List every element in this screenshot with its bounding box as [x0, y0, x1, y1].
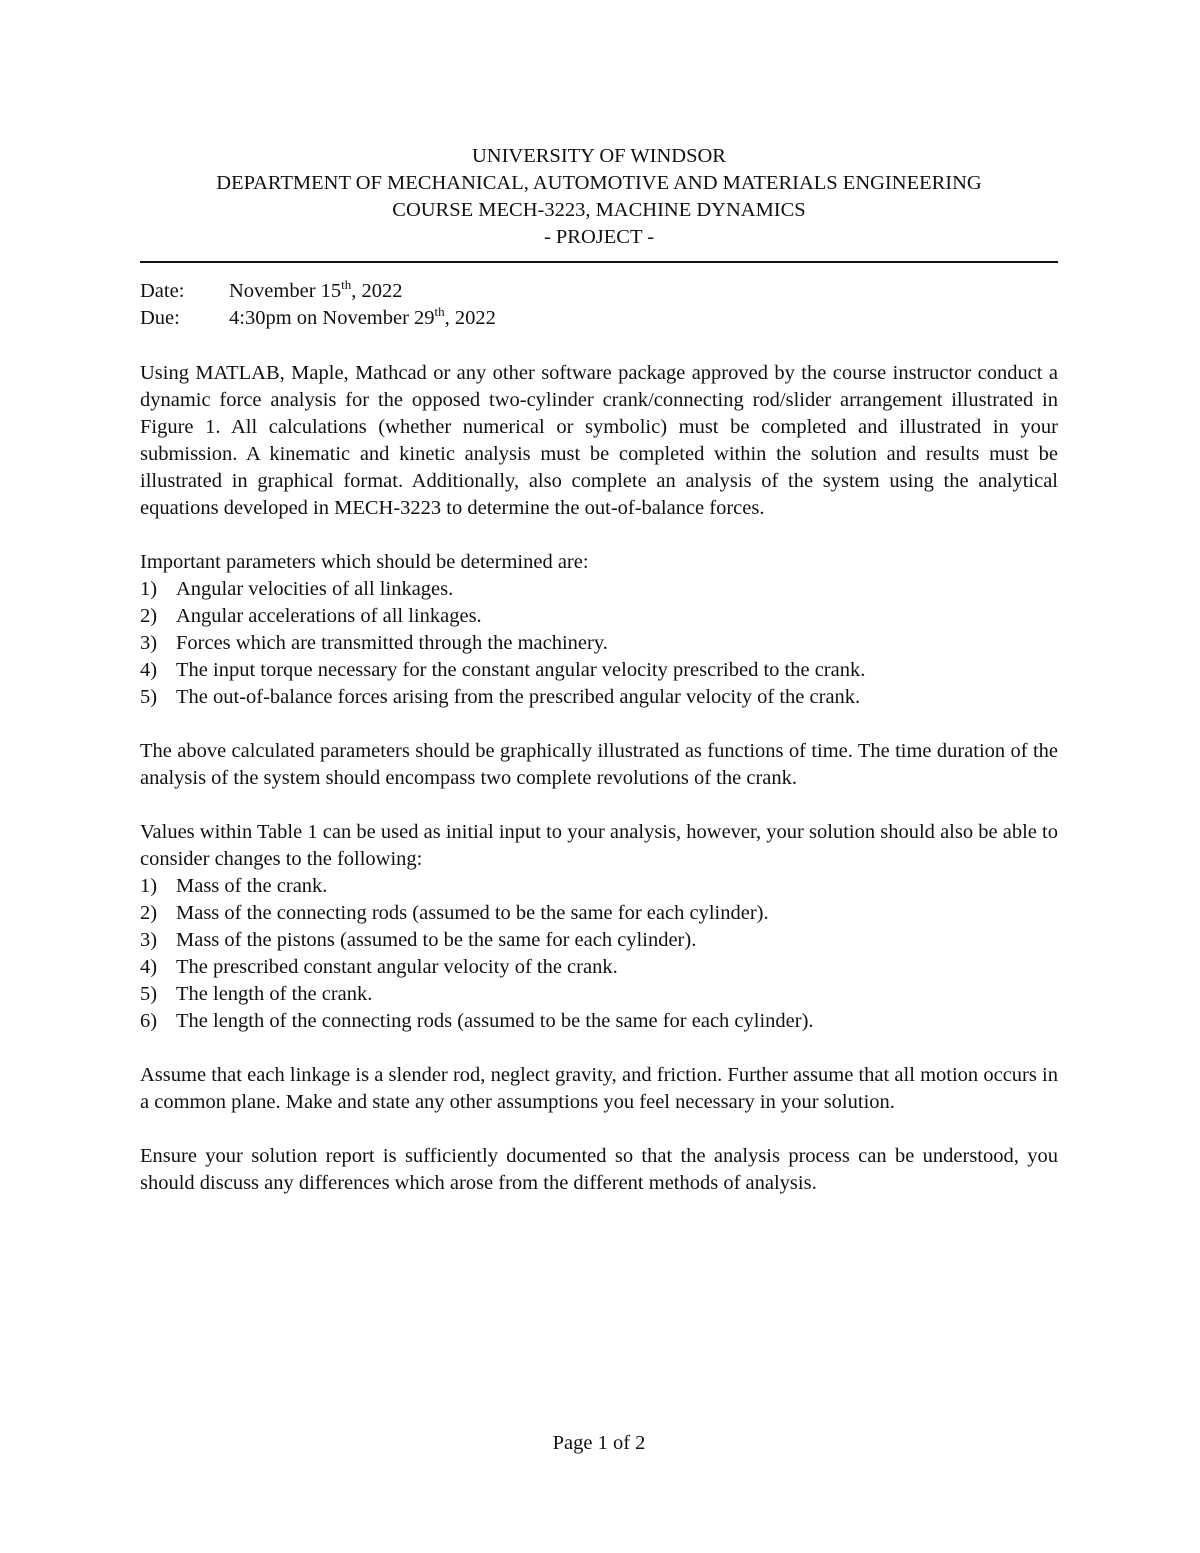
date-value — [229, 278, 403, 305]
list-item — [140, 873, 1058, 900]
graph-note-paragraph: The above calculated parameters should be graphically illustrated as functions of time. The time duration of the analysis of the system should encompass two complete revolutions of the crank. — [140, 740, 1058, 789]
list-item — [140, 603, 1058, 630]
intro-paragraph: Using MATLAB, Maple, Mathcad or any other software package approved by the course instructor conduct a dynamic force analysis for the opposed two-cylinder crank/connecting rod/slider arrangement illustrated in Figure 1. All calculations (whether numerical or symbolic) must be completed and illustrated in your submission. A kinematic and kinetic analysis must be completed within the solution and results must be illustrated in graphical format. Additionally, also complete an analysis of the system using the analytical equations developed in MECH-3223 to determine the out-of-balance forces. — [140, 362, 1058, 519]
list-item-number: 1) — [140, 875, 158, 897]
course-title: COURSE MECH-3223, MACHINE DYNAMICS — [392, 199, 806, 221]
documentation-paragraph: Ensure your solution report is sufficiently documented so that the analysis process can be understood, you should discuss any differences which arose from the different methods of analysis. — [140, 1145, 1058, 1194]
page-number: Page 1 of 2 — [552, 1432, 646, 1454]
department-name: DEPARTMENT OF MECHANICAL, AUTOMOTIVE AND MATERIALS ENGINEERING — [216, 172, 982, 194]
header-divider — [140, 261, 1058, 263]
list-item — [140, 981, 1058, 1008]
due-ordinal: th — [434, 304, 445, 320]
list-item-number: 3) — [140, 632, 158, 654]
due-label: Due: — [140, 307, 180, 329]
list-item-number: 4) — [140, 659, 158, 681]
list-item-text: Mass of the crank. — [176, 875, 328, 897]
list-item-number: 2) — [140, 605, 158, 627]
list-item-text: Angular velocities of all linkages. — [176, 578, 454, 600]
list-item — [140, 576, 1058, 603]
list-item — [140, 927, 1058, 954]
list-item-text: The input torque necessary for the constant angular velocity prescribed to the crank. — [176, 659, 866, 681]
date-label: Date: — [140, 280, 185, 302]
list-item-text: Mass of the pistons (assumed to be the same for each cylinder). — [176, 929, 697, 951]
list-item-text: Mass of the connecting rods (assumed to be the same for each cylinder). — [176, 902, 769, 924]
due-value-main: 4:30pm on November 29 — [229, 307, 435, 329]
list-item-text: Angular accelerations of all linkages. — [176, 605, 482, 627]
document-type: - PROJECT - — [543, 226, 655, 248]
due-row — [140, 305, 1058, 332]
list-item-number: 2) — [140, 902, 158, 924]
params-intro: Important parameters which should be determined are: — [140, 551, 589, 573]
list-item — [140, 1008, 1058, 1035]
list-item-text: The prescribed constant angular velocity of the crank. — [176, 956, 618, 978]
date-ordinal: th — [341, 277, 352, 293]
assumptions-paragraph: Assume that each linkage is a slender rod, neglect gravity, and friction. Further assume that all motion occurs in a common plane. Make and state any other assumptions you feel necessary in your solution. — [140, 1064, 1058, 1113]
list-item — [140, 954, 1058, 981]
list-item-number: 5) — [140, 983, 158, 1005]
date-row — [140, 278, 1058, 305]
list-item-text: The length of the crank. — [176, 983, 373, 1005]
list-item-number: 6) — [140, 1010, 158, 1032]
university-name: UNIVERSITY OF WINDSOR — [472, 145, 726, 167]
list-item-number: 1) — [140, 578, 158, 600]
list-item-text: Forces which are transmitted through the machinery. — [176, 632, 608, 654]
due-value — [229, 305, 496, 332]
document-header — [140, 143, 1058, 251]
params-list — [140, 576, 1058, 711]
date-block — [140, 278, 1058, 332]
list-item-text: The length of the connecting rods (assumed to be the same for each cylinder). — [176, 1010, 814, 1032]
list-item-number: 4) — [140, 956, 158, 978]
date-value-year: , 2022 — [351, 280, 403, 302]
list-item — [140, 684, 1058, 711]
date-value-main: November 15 — [229, 280, 342, 302]
due-value-year: , 2022 — [444, 307, 496, 329]
list-item-text: The out-of-balance forces arising from the prescribed angular velocity of the crank. — [176, 686, 861, 708]
list-item — [140, 900, 1058, 927]
list-item-number: 5) — [140, 686, 158, 708]
list-item — [140, 657, 1058, 684]
changes-list — [140, 873, 1058, 1035]
list-item-number: 3) — [140, 929, 158, 951]
list-item — [140, 630, 1058, 657]
values-intro: Values within Table 1 can be used as initial input to your analysis, however, your solution should also be able to consider changes to the following: — [140, 821, 1058, 870]
document-body — [140, 360, 1058, 1224]
